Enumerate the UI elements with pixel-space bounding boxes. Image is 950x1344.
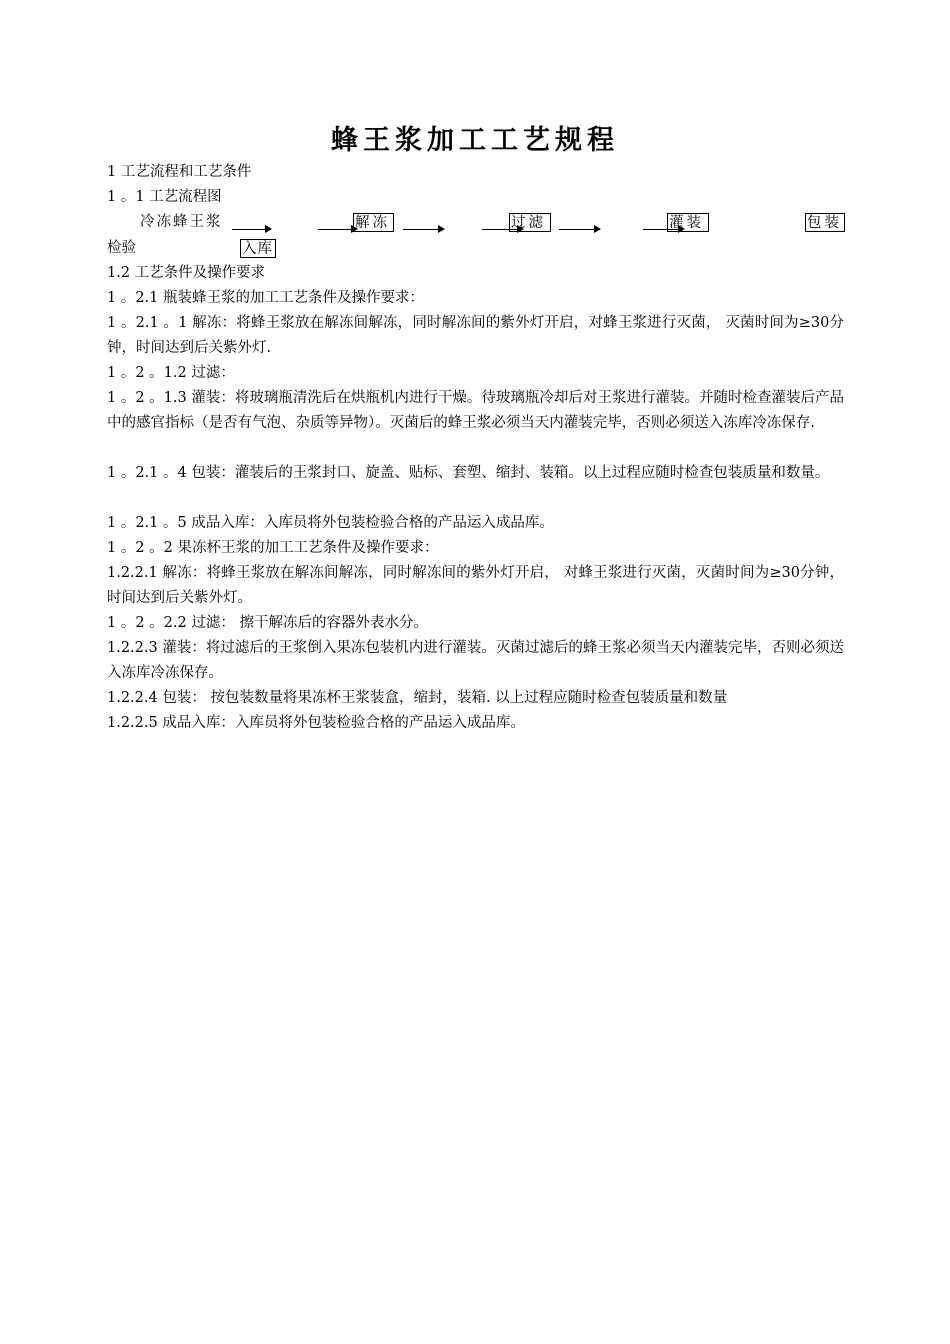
- paragraph-fill: 1 。2 。1.3 灌装：将玻璃瓶清洗后在烘瓶机内进行干燥。待玻璃瓶冷却后对王浆进行灌装。并随时检查灌装后产品中的感官指标（是否有气泡、杂质等异物）。灭菌后的蜂王浆必须当天内灌装完毕，否则必须送入冻库冷冻保存.: [107, 390, 844, 431]
- flow-arrow-2: [318, 229, 356, 230]
- paragraph-jelly-thaw: 1.2.2.1 解冻：将蜂王浆放在解冻间解冻，同时解冻间的紫外灯开启， 对蜂王浆进行灭菌，灭菌时间为≥30分钟， 时间达到后关紫外灯。: [107, 565, 844, 606]
- flow-box-fill: 灌装: [667, 213, 709, 232]
- paragraph-jelly-storage: 1.2.2.5 成品入库：入库员将外包装检验合格的产品运入成品库。: [107, 715, 525, 731]
- flow-box-thaw: 解冻: [353, 213, 394, 232]
- section-heading-1-1: 1 。1 工艺流程图: [107, 189, 222, 205]
- section-heading-1: 1 工艺流程和工艺条件: [107, 164, 252, 180]
- section-heading-1-2: 1.2 工艺条件及操作要求: [107, 265, 266, 281]
- flow-inspect-label: 检验: [107, 240, 136, 256]
- section-heading-1-2-1: 1 。2.1 瓶装蜂王浆的加工工艺条件及操作要求：: [107, 290, 425, 306]
- paragraph-jelly-package: 1.2.2.4 包装： 按包装数量将果冻杯王浆装盒，缩封，装箱. 以上过程应随时检查包装质量和数量: [107, 690, 728, 706]
- paragraph-jelly-filter: 1 。2 。2.2 过滤： 擦干解冻后的容器外表水分。: [107, 615, 428, 631]
- paragraph-jelly-fill: 1.2.2.3 灌装：将过滤后的王浆倒入果冻包装机内进行灌装。灭菌过滤后的蜂王浆必须当天内灌装完毕，否则必须送入冻库冷冻保存。: [107, 640, 844, 681]
- flow-box-filter: 过滤: [509, 213, 551, 232]
- flow-start-label: 冷冻蜂王浆: [140, 214, 223, 230]
- flow-arrow-1: [232, 229, 270, 230]
- paragraph-storage: 1 。2.1 。5 成品入库：入库员将外包装检验合格的产品运入成品库。: [107, 515, 554, 531]
- paragraph-filter: 1 。2 。1.2 过滤：: [107, 365, 235, 381]
- paragraph-package: 1 。2.1 。4 包装：灌装后的王浆封口、旋盖、贴标、套塑、缩封、装箱。以上过程应随时检查包装质量和数量。: [107, 465, 830, 481]
- flow-box-package: 包装: [805, 213, 845, 232]
- flow-box-storage: 入库: [240, 239, 276, 258]
- paragraph-thaw: 1 。2.1 。1 解冻：将蜂王浆放在解冻间解冻，同时解冻间的紫外灯开启，对蜂王浆进行灭菌， 灭菌时间为≥30分钟，时间达到后关紫外灯.: [107, 315, 844, 356]
- document-title: 蜂王浆加工工艺规程: [331, 125, 619, 156]
- flow-arrow-5: [559, 229, 599, 230]
- section-heading-1-2-2: 1 。2 。2 果冻杯王浆的加工工艺条件及操作要求：: [107, 540, 439, 556]
- flow-arrow-3: [403, 229, 443, 230]
